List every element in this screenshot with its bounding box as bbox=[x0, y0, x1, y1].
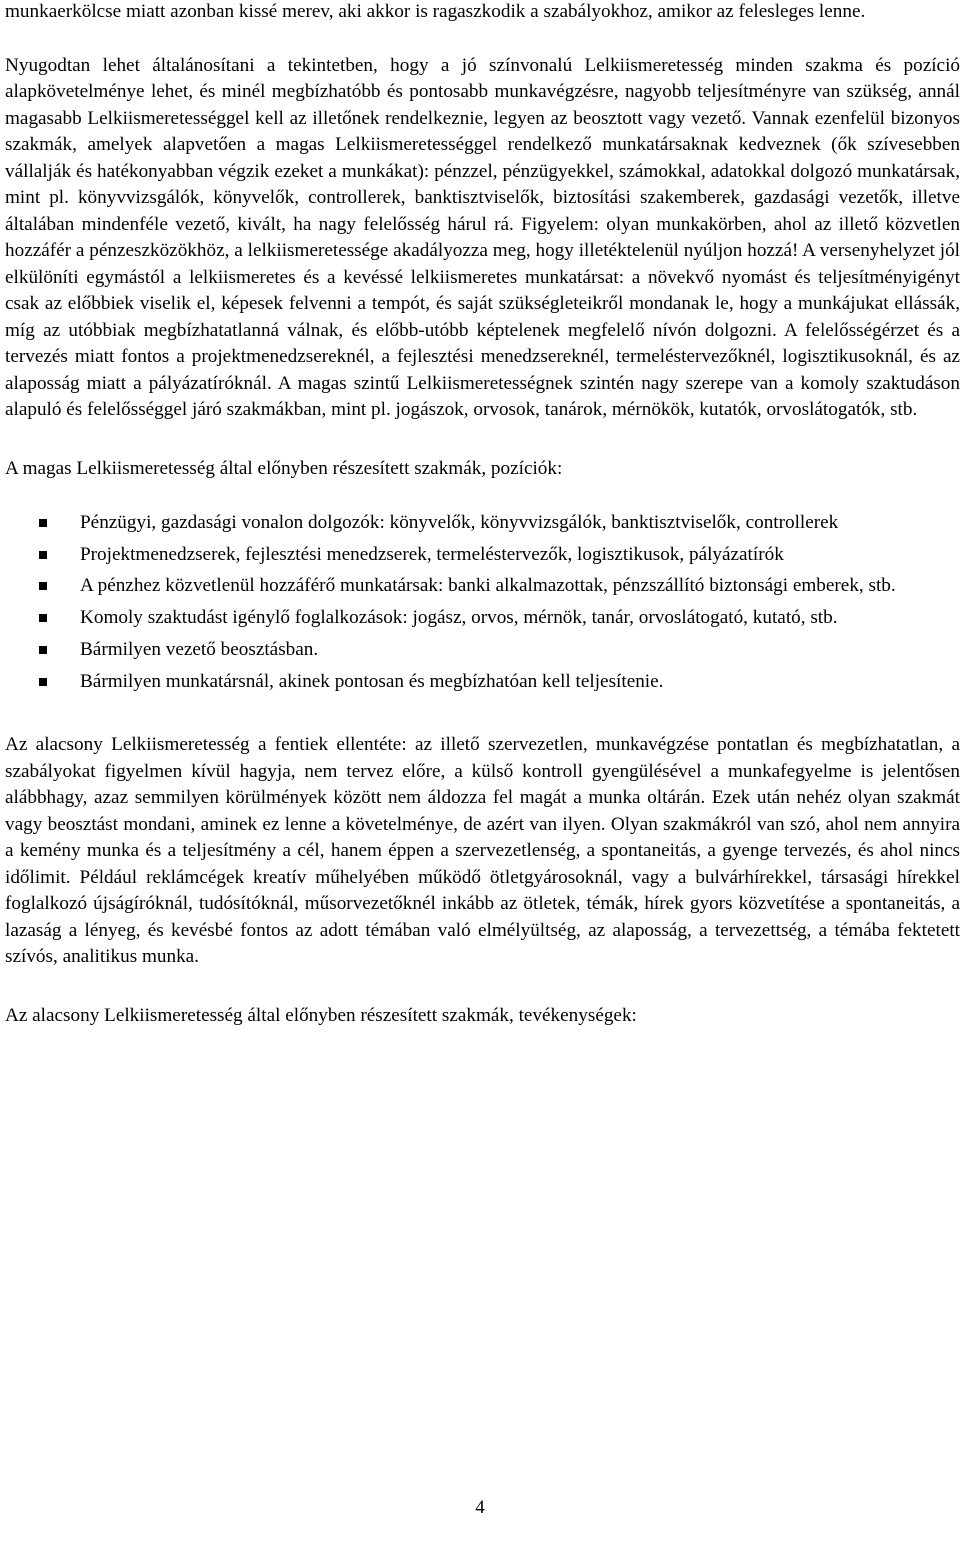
list-item: Bármilyen munkatársnál, akinek pontosan és megbízhatóan kell teljesítenie. bbox=[5, 669, 960, 695]
square-bullet-icon bbox=[39, 614, 47, 622]
list-item: A pénzhez közvetlenül hozzáférő munkatársak: banki alkalmazottak, pénzszállító biztonsági emberek, stb. bbox=[5, 573, 960, 599]
list-item: Pénzügyi, gazdasági vonalon dolgozók: könyvelők, könyvvizsgálók, banktisztviselők, controllerek bbox=[5, 510, 960, 536]
square-bullet-icon bbox=[39, 519, 47, 527]
square-bullet-icon bbox=[39, 646, 47, 654]
paragraph-low-conscientiousness: Az alacsony Lelkiismeretesség a fentiek ellentéte: az illető szervezetlen, munkavégzése pontatlan és megbízhatatlan, a szabályokat figyelmen kívül hagyja, nem tervez előre, a külső kontroll gyengülésével a munkafegyelme is jelentősen alábbhagy, azaz semmilyen körülmények között nem áldozza fel magát a munka oltárán. Ezek után nehéz olyan szakmát vagy beosztást mondani, aminek ez lenne a követelménye, de azért van ilyen. Olyan szakmákról van szó, ahol nem annyira a kemény munka és a teljesítmény a cél, hanem éppen a szervezetlenség, a spontaneitás, a gyenge tervezés, és ahol nincs időlimit. Például reklámcégek kreatív műhelyében működő ötletgyárosoknál, vagy a bulvárhírekkel, társasági hírekkel foglalkozó újságíróknál, tudósítóknál, műsorvezetőknél inkább az ötletek, témák, hírek gyors közvetítése a spontaneitás, a lazaság a lényeg, és kevésbé fontos az adott témában való elmélyültség, az alaposság, a tervezettség, a témába fektetett szívós, analitikus munka. bbox=[5, 734, 960, 968]
paragraph-high-conscientiousness: Nyugodtan lehet általánosítani a tekintetben, hogy a jó színvonalú Lelkiismeretesség minden szakma és pozíció alapkövetelménye lehet, és minél megbízhatóbb és pontosabb munkavégzésre, nagyobb teljesítményre van szükség, annál magasabb Lelkiismeretességgel kell az illetőnek rendelkeznie, legyen az beosztott vagy vezető. Vannak ezenfelül bizonyos szakmák, amelyek alapvetően a magas Lelkiismeretességgel rendelkező munkatársaknak kedveznek (ők szívesebben vállalják és hatékonyabban végzik ezeket a munkákat): pénzzel, pénzügyekkel, számokkal, adatokkal dolgozó munkatársak, mint pl. könyvvizsgálók, könyvelők, controllerek, banktisztviselők, biztosítási szakemberek, gazdasági vezetők, illetve általában mindenféle vezető, kivált, ha nagy felelősség hárul rá. Figyelem: olyan munkakörben, ahol az illető közvetlen hozzáfér a pénzeszközökhöz, a lelkiismeretessége akadályozza meg, hogy illetéktelenül nyúljon hozzá! A versenyhelyzet jól elkülöníti egymástól a lelkiismeretes és a kevéssé lelkiismeretes munkatársat: a növekvő nyomást és teljesítményigényt csak az előbbiek viselik el, képesek felvenni a tempót, és saját szükségleteikről mondanak le, hogy a munkájukat ellássák, míg az utóbbiak megbízhatatlanná válnak, és előbb-utóbb képtelenek megfelelő nívón dolgozni. A felelősségérzet és a tervezés miatt fontos a projektmenedzsereknél, a fejlesztési menedzsereknél, termeléstervezőknél, logisztikusoknál, és az alaposság miatt a pályázatíróknál. A magas szintű Lelkiismeretességnek szintén nagy szerepe van a komoly szaktudáson alapuló és felelősséggel járó szakmákban, mint pl. jogászok, orvosok, tanárok, mérnökök, kutatók, orvoslátogatók, stb. bbox=[5, 54, 960, 420]
square-bullet-icon bbox=[39, 551, 47, 559]
square-bullet-icon bbox=[39, 678, 47, 686]
list-intro-low: Az alacsony Lelkiismeretesség által előnyben részesített szakmák, tevékenységek: bbox=[5, 1004, 637, 1026]
square-bullet-icon bbox=[39, 582, 47, 590]
list-item: Projektmenedzserek, fejlesztési menedzserek, termeléstervezők, logisztikusok, pályázatírók bbox=[5, 542, 960, 568]
paragraph-continuation: munkaerkölcse miatt azonban kissé merev, aki akkor is ragaszkodik a szabályokhoz, amikor az felesleges lenne. bbox=[5, 1, 866, 22]
list-item: Bármilyen vezető beosztásban. bbox=[5, 637, 960, 663]
page-number: 4 bbox=[475, 1497, 485, 1518]
bullet-list-high bbox=[5, 510, 960, 695]
document-page bbox=[5, 0, 960, 1029]
list-intro-high: A magas Lelkiismeretesség által előnyben részesített szakmák, pozíciók: bbox=[5, 457, 563, 479]
list-item: Komoly szaktudást igénylő foglalkozások: jogász, orvos, mérnök, tanár, orvoslátogató, kutató, stb. bbox=[5, 605, 960, 631]
